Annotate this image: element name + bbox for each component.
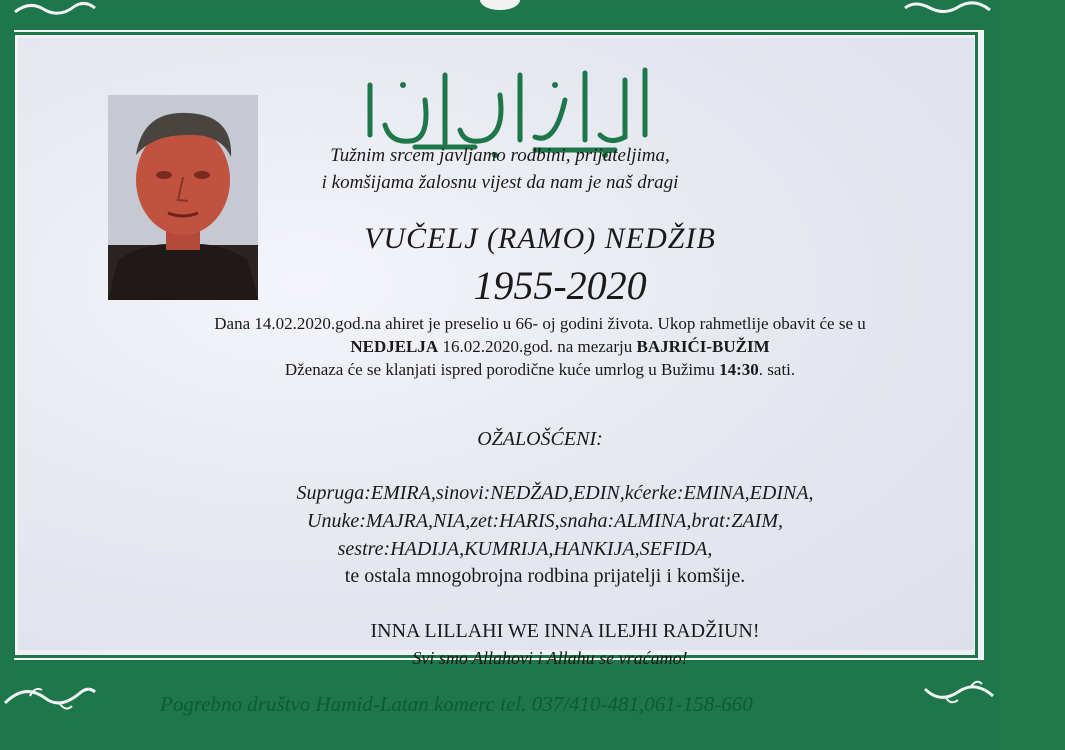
mourners-line-4: te ostala mnogobrojna rodbina prijatelji i komšije. xyxy=(344,565,746,587)
mourners-line-3: sestre:HADIJA,KUMRIJA,HANKIJA,SEFIDA, xyxy=(337,538,713,560)
burial-day: NEDJELJA xyxy=(350,337,439,356)
mourners-line-2: Unuke:MAJRA,NIA,zet:HARIS,snaha:ALMINA,brat:ZAIM, xyxy=(307,510,783,532)
funeral-time: 14:30 xyxy=(719,360,759,379)
deceased-name: VUČELJ (RAMO) NEDŽIB xyxy=(364,222,716,255)
deceased-years: 1955-2020 xyxy=(473,263,647,308)
top-center-ornament xyxy=(478,0,522,12)
details-line-2 xyxy=(60,337,1060,357)
closing-translation: Svi smo Allahovi i Allahu se vraćamo! xyxy=(412,648,688,668)
details-line-1: Dana 14.02.2020.god.na ahiret je preselio u 66- oj godini života. Ukop rahmetlije obavit će se u xyxy=(214,314,866,333)
mourners-line-1: Supruga:EMIRA,sinovi:NEDŽAD,EDIN,kćerke:EMINA,EDINA, xyxy=(296,482,814,504)
bottom-right-ornament xyxy=(920,674,998,714)
intro-line-2: i komšijama žalosnu vijest da nam je naš dragi xyxy=(321,172,679,193)
top-right-ornament xyxy=(900,0,995,18)
intro-line-1: Tužnim srcem javljamo rodbini, prijateljima, xyxy=(330,145,670,166)
details-line-3 xyxy=(40,360,1040,380)
burial-place: BAJRIĆI-BUŽIM xyxy=(636,337,770,356)
mourners-heading: OŽALOŠĆENI: xyxy=(477,428,603,450)
funeral-home-footer: Pogrebno društvo Hamid-Latan komerc tel. 037/410-481,061-158-660 xyxy=(160,692,753,716)
burial-date: 16.02.2020.god. na mezarju xyxy=(438,337,637,356)
top-left-ornament xyxy=(10,0,100,18)
closing-prayer: INNA LILLAHI WE INNA ILEJHI RADŽIUN! xyxy=(370,620,760,642)
funeral-location: Dženaza će se klanjati ispred porodične kuće umrlog u Bužimu xyxy=(284,360,720,379)
bottom-left-ornament xyxy=(0,678,100,718)
funeral-time-suffix: . sati. xyxy=(758,360,796,379)
